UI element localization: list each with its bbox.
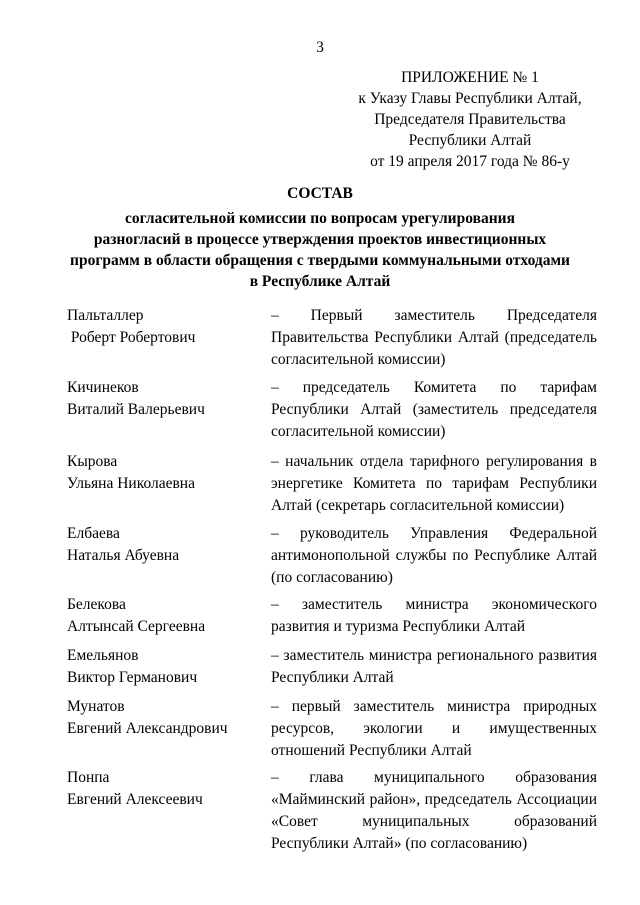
member-given-name: Виталий Валерьевич: [67, 401, 205, 418]
member-name: [67, 696, 257, 740]
appendix-line: от 19 апреля 2017 года № 86-у: [370, 153, 570, 170]
member-role: – заместитель министра регионального развития Республики Алтай: [271, 647, 597, 686]
member-name: [67, 645, 257, 689]
member-surname: Емельянов: [67, 647, 139, 664]
member-role: – Первый заместитель Председателя Правительства Республики Алтай (председатель согласительной комиссии): [271, 307, 597, 368]
appendix-title: ПРИЛОЖЕНИЕ № 1: [401, 69, 539, 86]
member-surname: Кичинеков: [67, 379, 139, 396]
member-name: [67, 377, 257, 421]
member-given-name: Ульяна Николаевна: [67, 475, 195, 492]
member-surname: Пальталлер: [67, 307, 144, 324]
document-heading: [55, 183, 585, 292]
page-number: 3: [316, 39, 324, 56]
member-given-name: Евгений Алексеевич: [67, 791, 203, 808]
member-role: – первый заместитель министра природных ресурсов, экологии и имущественных отношений Республики Алтай: [271, 698, 597, 759]
member-name: [67, 305, 257, 349]
member-role: – председатель Комитета по тарифам Республики Алтай (заместитель председателя согласительной комиссии): [271, 379, 597, 440]
heading-subtitle-line: разногласий в процессе утверждения проектов инвестиционных: [93, 231, 547, 248]
member-name: [67, 767, 257, 811]
member-role: – начальник отдела тарифного регулирования в энергетике Комитета по тарифам Республики Алтай (секретарь согласительной комиссии): [271, 453, 597, 514]
member-given-name: Роберт Робертович: [67, 329, 196, 346]
member-surname: Кырова: [67, 453, 118, 470]
member-given-name: Алтынсай Сергеевна: [67, 618, 206, 635]
member-role: – заместитель министра экономического развития и туризма Республики Алтай: [271, 596, 597, 635]
heading-subtitle-line: в Республике Алтай: [249, 273, 391, 290]
member-surname: Понпа: [67, 769, 110, 786]
member-surname: Белекова: [67, 596, 126, 613]
heading-title: СОСТАВ: [287, 185, 353, 202]
member-name: [67, 594, 257, 638]
member-role: – руководитель Управления Федеральной антимонопольной службы по Республике Алтай (по согласованию): [271, 525, 597, 586]
member-surname: Елбаева: [67, 525, 120, 542]
member-role: – глава муниципального образования «Майминский район», председатель Ассоциации «Совет муниципальных образований Республики Алтай» (по согласованию): [271, 769, 597, 852]
member-name: [67, 523, 257, 567]
member-surname: Мунатов: [67, 698, 125, 715]
appendix-line: Республики Алтай: [408, 132, 532, 149]
appendix-line: Председателя Правительства: [374, 111, 566, 128]
appendix-line: к Указу Главы Республики Алтай,: [358, 90, 582, 107]
appendix-block: [340, 67, 600, 172]
heading-subtitle-line: согласительной комиссии по вопросам урегулирования: [125, 210, 515, 227]
member-given-name: Наталья Абуевна: [67, 547, 180, 564]
member-given-name: Евгений Александрович: [67, 720, 228, 737]
member-name: [67, 451, 257, 495]
member-given-name: Виктор Германович: [67, 669, 198, 686]
heading-subtitle-line: программ в области обращения с твердыми коммунальными отходами: [70, 252, 570, 269]
